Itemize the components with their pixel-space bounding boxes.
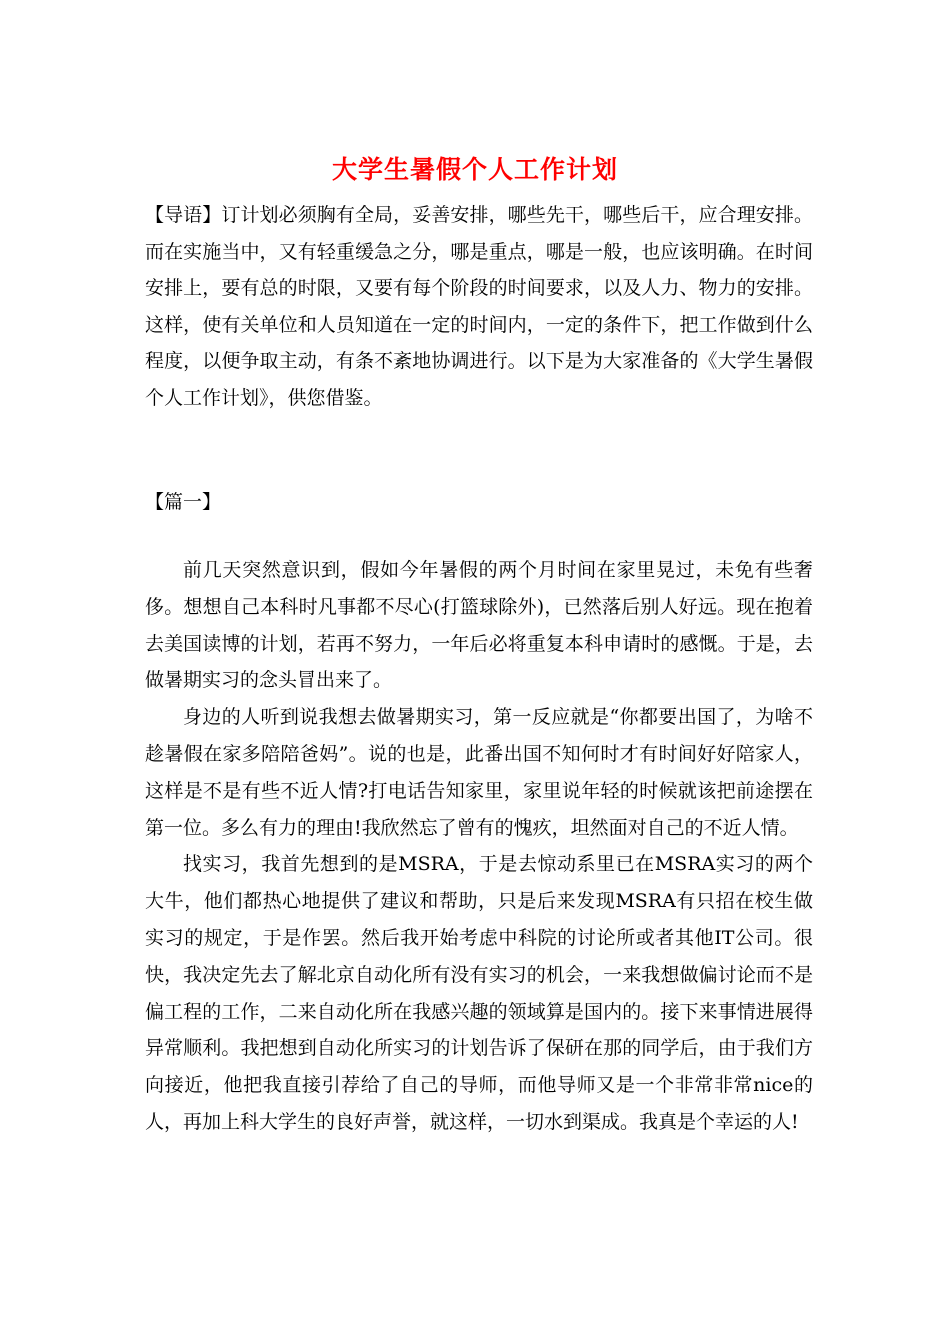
body-text [145,552,813,1141]
section-label: 【篇一】 [145,491,222,513]
document-title: 大学生暑假个人工作计划 [331,155,618,184]
intro-text: 【导语】订计划必须胸有全局，妥善安排，哪些先干，哪些后干，应合理安排。而在实施当中，又有轻重缓急之分，哪是重点，哪是一般，也应该明确。在时间安排上，要有总的时限，又要有每个阶段的时间要求，以及人力、物力的安排。这样，使有关单位和人员知道在一定的时间内，一定的条件下，把工作做到什么程度，以便争取主动，有条不紊地协调进行。以下是为大家准备的《大学生暑假个人工作计划》，供您借鉴。 [145,204,813,409]
body-paragraph-3: 找实习，我首先想到的是MSRA，于是去惊动系里已在MSRA实习的两个大牛，他们都热心地提供了建议和帮助，只是后来发现MSRA有只招在校生做实习的规定，于是作罢。然后我开始考虑中科院的讨论所或者其他IT公司。很快，我决定先去了解北京自动化所有没有实习的机会，一来我想做偏讨论而不是偏工程的工作，二来自动化所在我感兴趣的领域算是国内的。接下来事情进展得异常顺利。我把想到自动化所实习的计划告诉了保研在那的同学后，由于我们方向接近，他把我直接引荐给了自己的导师，而他导师又是一个非常非常nice的人，再加上科大学生的良好声誉，就这样，一切水到渠成。我真是个幸运的人! [145,853,813,1133]
body-paragraph-1: 前几天突然意识到，假如今年暑假的两个月时间在家里晃过，未免有些奢侈。想想自己本科时凡事都不尽心(打篮球除外)，已然落后别人好远。现在抱着去美国读博的计划，若再不努力，一年后必将重复本科申请时的感慨。于是，去做暑期实习的念头冒出来了。 [145,559,813,692]
body-paragraph-2: 身边的人听到说我想去做暑期实习，第一反应就是“你都要出国了，为啥不趁暑假在家多陪陪爸妈”。说的也是，此番出国不知何时才有时间好好陪家人，这样是不是有些不近人情?打电话告知家里，家里说年轻的时候就该把前途摆在第一位。多么有力的理由!我欣然忘了曾有的愧疚，坦然面对自己的不近人情。 [145,706,813,839]
intro-paragraph [145,197,813,416]
